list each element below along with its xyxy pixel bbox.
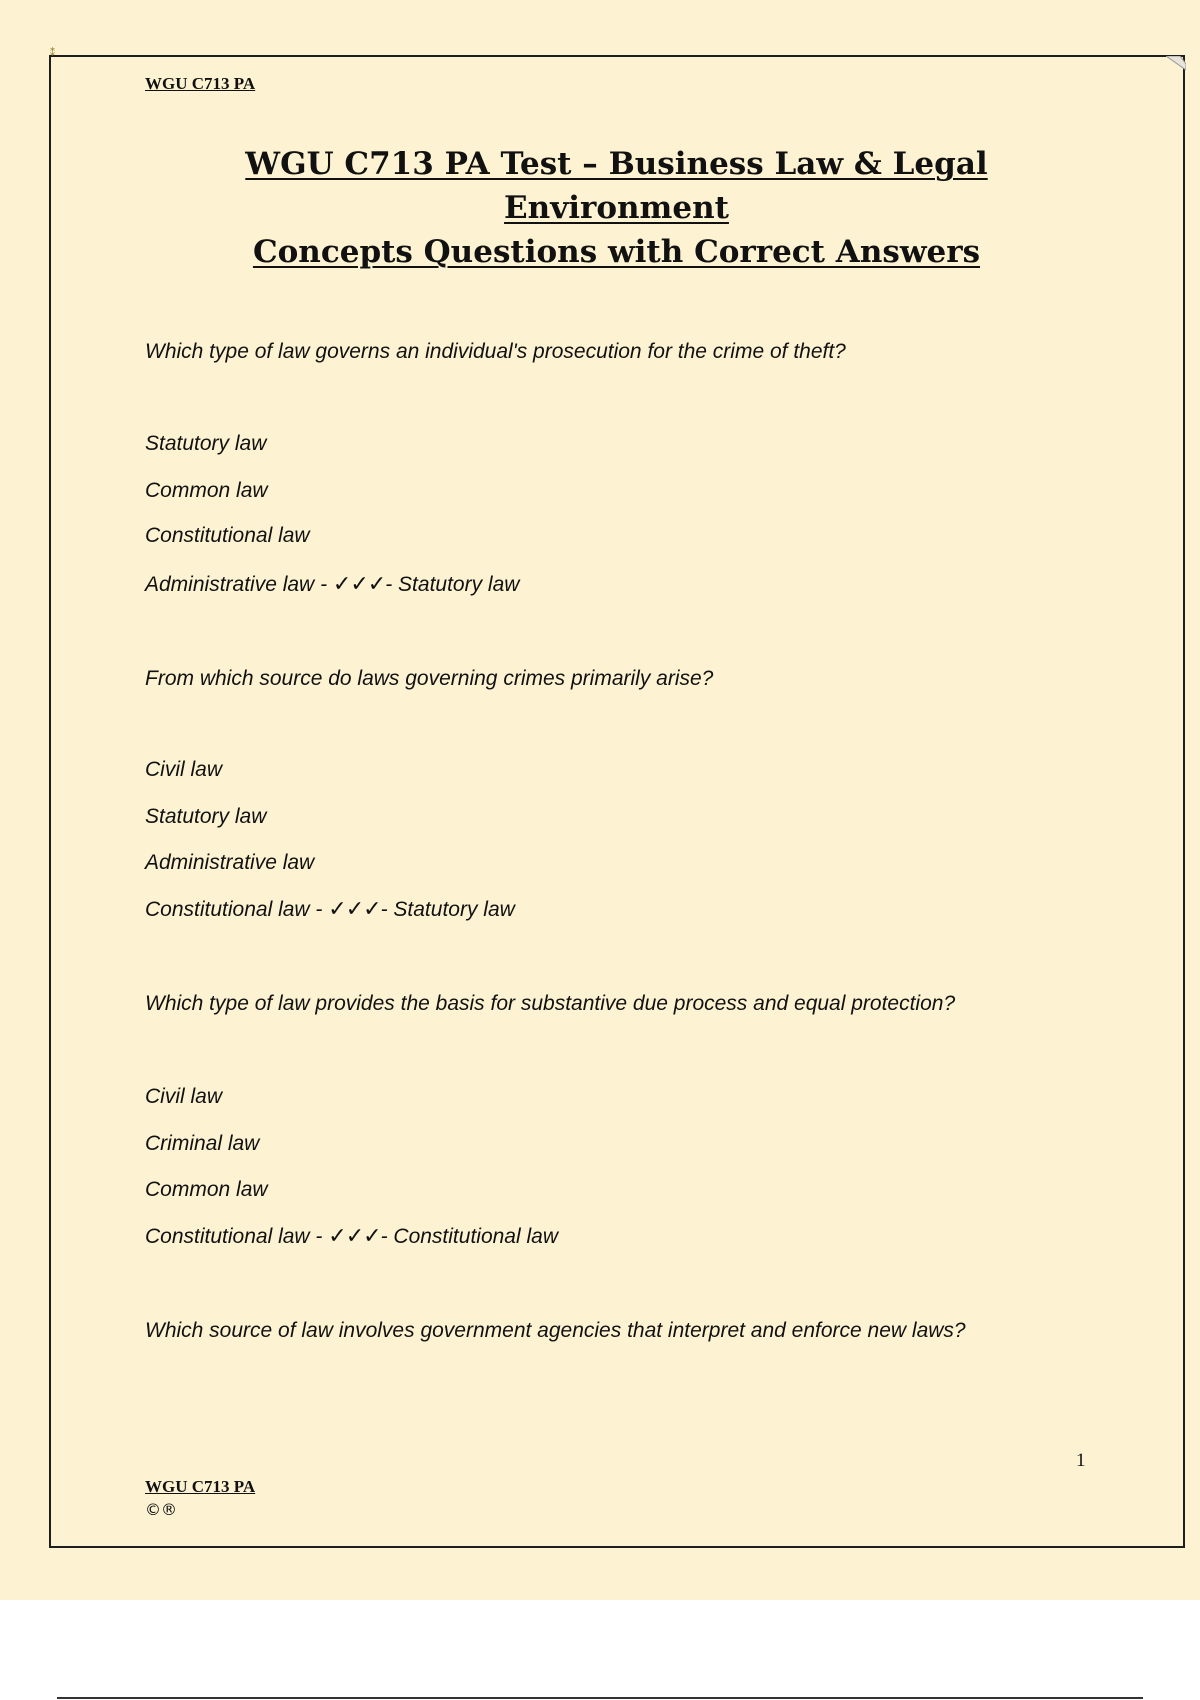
running-footer: WGU C713 PA <box>145 1477 256 1496</box>
checkmark-icon: ✓✓✓ <box>332 572 386 597</box>
answer-option: Constitutional law <box>145 1225 310 1248</box>
bottom-divider <box>57 1697 1143 1699</box>
copyright-mark: ©® <box>145 1500 177 1519</box>
running-header: WGU C713 PA <box>145 74 256 93</box>
correct-answer: Constitutional law <box>393 1225 558 1248</box>
answer-line <box>145 572 519 598</box>
answer-separator: - <box>309 1225 329 1248</box>
answer-line <box>145 1224 558 1250</box>
page-number: 1 <box>1076 1450 1086 1471</box>
document-title-line-2: Concepts Questions with Correct Answers <box>252 234 981 270</box>
question-text: Which source of law involves government agencies that interpret and enforce new laws? <box>145 1319 966 1342</box>
question-text: Which type of law governs an individual's prosecution for the crime of theft? <box>145 340 846 363</box>
answer-prefix: - <box>385 573 399 596</box>
answer-option: Common law <box>145 1178 268 1201</box>
answer-option: Administrative law <box>145 851 315 874</box>
document-title-line-1: WGU C713 PA Test – Business Law & Legal Environment <box>245 146 988 226</box>
answer-option: Statutory law <box>145 805 267 828</box>
question-text: Which type of law provides the basis for substantive due process and equal protection? <box>145 992 956 1015</box>
answer-option: Administrative law <box>145 573 315 596</box>
answer-prefix: - <box>380 898 394 921</box>
correct-answer: Statutory law <box>398 573 520 596</box>
document-title <box>145 142 1088 274</box>
answer-line <box>145 897 515 923</box>
checkmark-icon: ✓✓✓ <box>328 897 381 922</box>
page-curl-icon <box>1166 56 1186 70</box>
answer-prefix: - <box>380 1225 394 1248</box>
checkmark-icon: ✓✓✓ <box>328 1224 381 1249</box>
answer-option: Statutory law <box>145 432 267 455</box>
answer-option: Common law <box>145 479 268 502</box>
answer-separator: - <box>314 573 333 596</box>
answer-option: Civil law <box>145 1085 223 1108</box>
answer-option: Constitutional law <box>145 524 310 547</box>
question-text: From which source do laws governing crimes primarily arise? <box>145 667 714 690</box>
answer-separator: - <box>309 898 329 921</box>
answer-option: Criminal law <box>145 1132 260 1155</box>
answer-option: Constitutional law <box>145 898 310 921</box>
correct-answer: Statutory law <box>393 898 515 921</box>
answer-option: Civil law <box>145 758 223 781</box>
anchor-icon: ⁑ <box>50 48 55 59</box>
